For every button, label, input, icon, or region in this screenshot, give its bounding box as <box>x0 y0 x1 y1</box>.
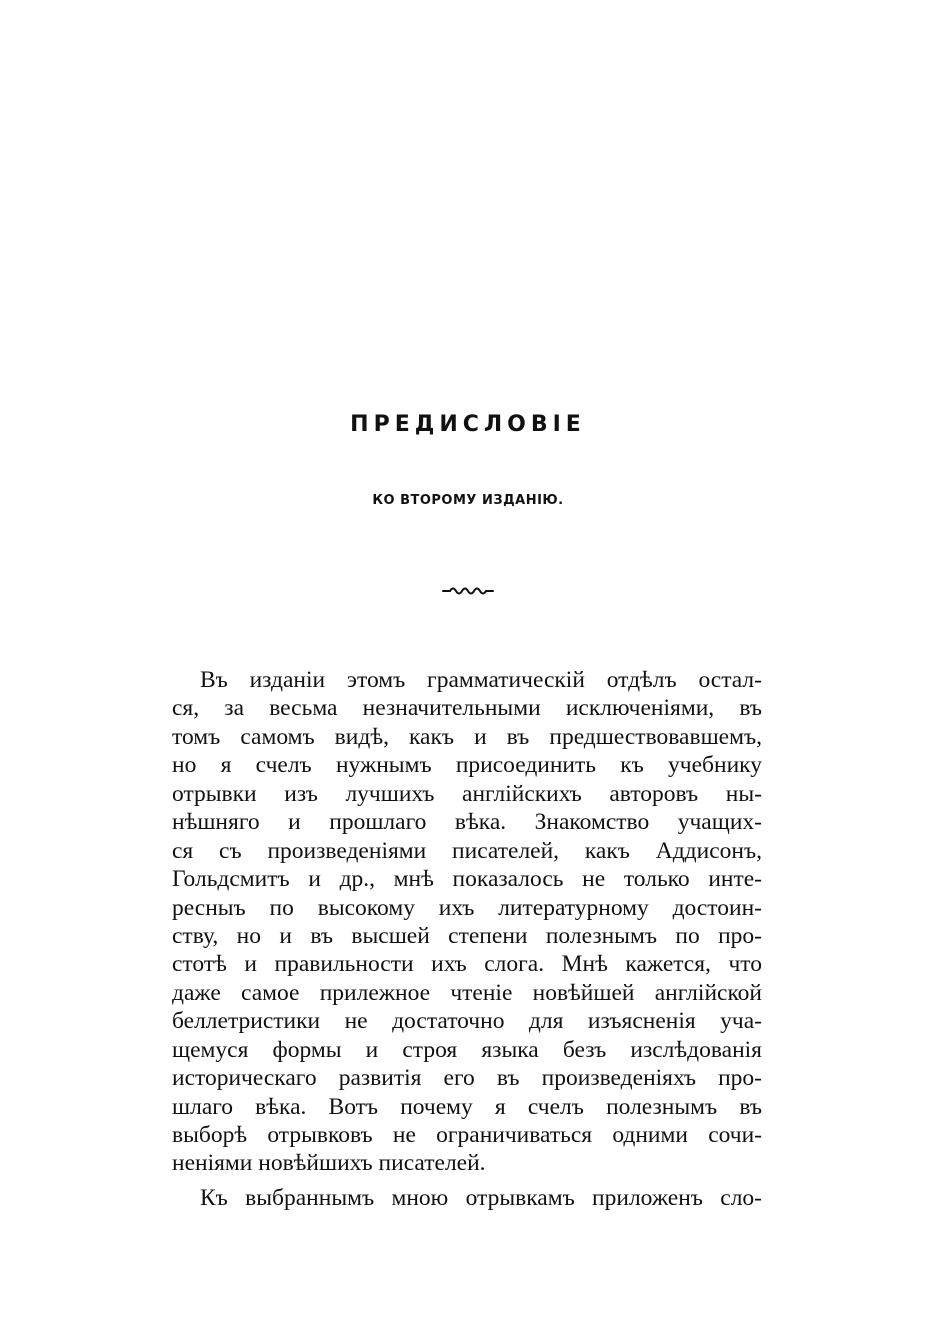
text-line: неніями новѣйшихъ писателей. <box>172 1150 486 1177</box>
text-line: шлаго вѣка. Вотъ почему я счелъ полезнымъ въ <box>172 1093 762 1120</box>
text-line: томъ самомъ видѣ, какъ и въ предшествовавшемъ, <box>172 723 762 750</box>
page-subtitle: КО ВТОРОМУ ИЗДАНІЮ. <box>372 493 564 508</box>
text-line: историческаго развитія его въ произведеніяхъ про- <box>172 1065 762 1092</box>
paragraph-1 <box>172 666 762 1178</box>
wavy-rule-ornament-icon <box>442 584 494 596</box>
text-line: Къ выбраннымъ мною отрывкамъ приложенъ сло- <box>200 1184 762 1211</box>
text-line: нѣшняго и прошлаго вѣка. Знакомство учащих- <box>172 809 762 836</box>
text-line: щемуся формы и строя языка безъ изслѣдованія <box>172 1036 762 1063</box>
paragraph-2 <box>172 1184 762 1212</box>
text-line: выборѣ отрывковъ не ограничиваться одними сочи- <box>172 1122 762 1148</box>
text-line: беллетристики не достаточно для изъясненія уча- <box>172 1008 762 1035</box>
text-line: но я счелъ нужнымъ присоединить къ учебнику <box>172 752 762 779</box>
text-line: ству, но и въ высшей степени полезнымъ по про- <box>172 922 762 949</box>
page-title: ПРЕДИСЛОВІЕ <box>350 412 586 437</box>
text-line: ся, за весьма незначительными исключеніями, въ <box>172 695 762 722</box>
text-line: отрывки изъ лучшихъ англійскихъ авторовъ ны- <box>172 780 762 807</box>
text-line: стотѣ и правильности ихъ слога. Мнѣ кажется, что <box>172 951 762 978</box>
text-line: ся съ произведеніями писателей, какъ Аддисонъ, <box>172 837 762 864</box>
text-line: ресныъ по высокому ихъ литературному достоин- <box>172 894 762 921</box>
text-line: даже самое прилежное чтеніе новѣйшей англійской <box>172 979 762 1006</box>
preface-text <box>172 666 762 1212</box>
text-line: Въ изданіи этомъ грамматическій отдѣлъ остал- <box>200 667 762 693</box>
text-line: Гольдсмитъ и др., мнѣ показалось не только инте- <box>172 866 762 893</box>
